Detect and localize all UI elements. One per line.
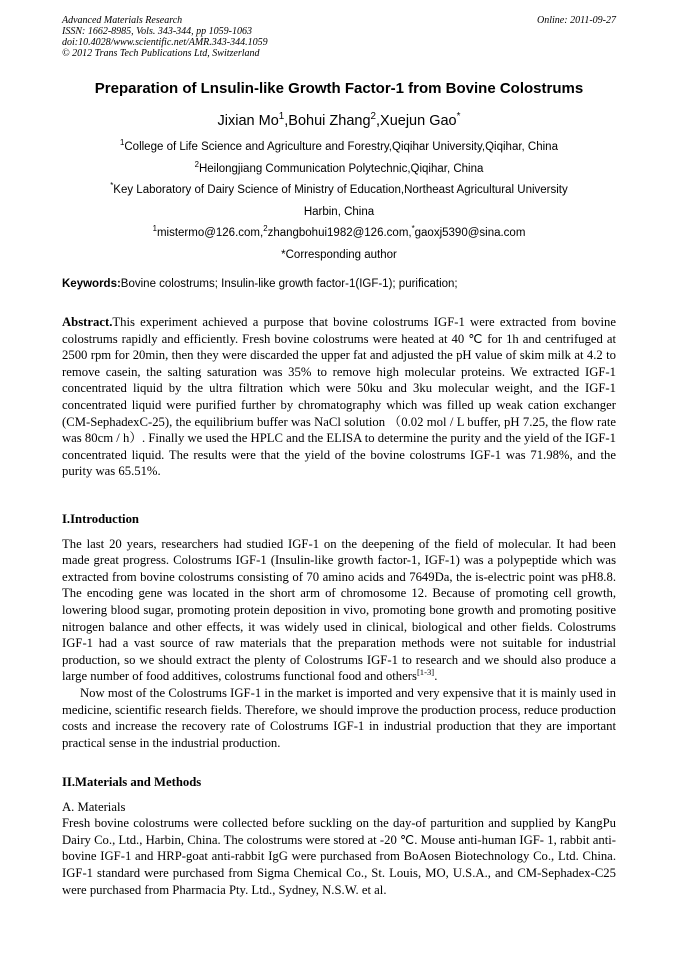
- abstract-label: Abstract.: [62, 315, 113, 329]
- subsection-heading: A. Materials: [62, 799, 126, 814]
- abstract: [62, 314, 616, 480]
- section-heading: II.Materials and Methods: [62, 775, 202, 789]
- author-affiliation-mark: *: [456, 111, 461, 123]
- keywords-text: Bovine colostrums; Insulin-like growth factor-1(IGF-1); purification;: [120, 278, 458, 290]
- affiliation-3-city: Harbin, China: [303, 205, 375, 218]
- affiliation-2: [62, 159, 616, 181]
- corresponding-author-note: *Corresponding author: [281, 248, 397, 261]
- methods-section: [62, 774, 616, 898]
- author-name: Bohui Zhang: [288, 113, 371, 129]
- keywords-label: Keywords:: [62, 278, 121, 290]
- journal-header: [62, 15, 616, 59]
- abstract-text: This experiment achieved a purpose that bovine colostrums IGF-1 were extracted from bovine colostrums rapidly and efficiently. Fresh bovine colostrums were heated at 40 ℃ for 1h and centrifuged at 2500 rpm for 20min, then they were discarded the upper fat and adjusted the pH value of skim milk at 4.2 to remove casein, the salting saturation was 35% to remove high molecular proteins. We extracted IGF-1 concentrated liquid by the ultra filtration which were 50ku and 3ku molecular weight, and the IGF-1 concentrated liquid were purified further by chromatography which was filled up weak cation exchanger (CM-SephadexC-25), the equilibrium buffer was NaCl solution （0.02 mol / L buffer, pH 7.25, the flow rate was 80cm / h）. Finally we used the HPLC and the ELISA to determine the purity and the yield of the IGF-1 concentrated liquid. The results were that the yield of the bovine colostrums IGF-1 was 71.98%, and the purity was 65.51%.: [62, 315, 616, 479]
- affiliation-3: [62, 180, 616, 202]
- issn-line: ISSN: 1662-8985, Vols. 343-344, pp 1059-1063: [62, 26, 252, 37]
- keywords: [62, 278, 616, 290]
- section-heading: I.Introduction: [62, 512, 139, 526]
- author-name: Jixian Mo: [217, 113, 279, 129]
- author-list: [62, 113, 616, 129]
- paragraph: [62, 536, 616, 685]
- affiliation-mark: 1: [120, 138, 125, 148]
- doi-line: doi:10.4028/www.scientific.net/AMR.343-344.1059: [62, 37, 268, 48]
- citation: [1-3]: [416, 667, 435, 678]
- author-affiliation-mark: 1: [278, 111, 285, 123]
- affiliation-text: College of Life Science and Agriculture and Forestry,Qiqihar University,Qiqihar, China: [124, 141, 558, 153]
- email-line: [62, 223, 616, 245]
- affiliations: [62, 137, 616, 266]
- paragraph-text: .: [434, 669, 438, 684]
- affiliation-text: Heilongjiang Communication Polytechnic,Qiqihar, China: [198, 162, 484, 175]
- online-date: Online: 2011-09-27: [537, 15, 616, 26]
- copyright-line: © 2012 Trans Tech Publications Ltd, Switzerland: [62, 48, 260, 59]
- email-address: gaoxj5390@sina.com: [414, 227, 526, 239]
- email-address: zhangbohui1982@126.com,: [267, 227, 412, 239]
- affiliation-mark: *: [110, 181, 114, 191]
- author-separator: ,: [376, 113, 381, 129]
- email-address: mistermo@126.com,: [156, 227, 264, 239]
- paper-title: Preparation of Lnsulin-like Growth Factor-1 from Bovine Colostrums: [94, 80, 584, 97]
- paragraph: Fresh bovine colostrums were collected before suckling on the day-of parturition and supplied by KangPu Dairy Co., Ltd., Harbin, China. The colostrums were stored at -20 ℃. Mouse anti-human IGF- 1, rabbit anti-bovine IGF-1 and HRP-goat anti-rabbit IgG were purchased from BoAosen Biotechnology Co., Ltd. China. IGF-1 standard were purchased from Sigma Chemical Co., St. Louis, MO, U.S.A., and CM-Sephadex-C25 were purchased from Pharmacia Pty. Ltd., Sydney, N.S.W. et al.: [62, 816, 616, 897]
- introduction-section: [62, 511, 616, 751]
- journal-name: Advanced Materials Research: [62, 15, 183, 26]
- email-mark: 1: [152, 224, 157, 234]
- author-affiliation-mark: 2: [370, 111, 376, 123]
- author-separator: ,: [284, 113, 289, 129]
- affiliation-1: [62, 137, 616, 159]
- email-mark: 2: [263, 224, 268, 234]
- email-mark: *: [411, 224, 415, 234]
- author-name: Xuejun Gao: [380, 113, 457, 129]
- paragraph: Now most of the Colostrums IGF-1 in the market is imported and very expensive that it is mainly used in medicine, scientific research fields. Therefore, we should improve the production process, reduce production costs and increase the recovery rate of Colostrums IGF-1 in industrial production that they are important practical sense in the industrial production.: [62, 685, 616, 750]
- affiliation-mark: 2: [194, 159, 199, 169]
- paragraph-text: The last 20 years, researchers had studied IGF-1 on the deepening of the field of molecular. It had been made great progress. Colostrums IGF-1 (Insulin-like growth factor-1, IGF-1) was a polypeptide which was extracted from bovine colostrums consisting of 70 amino acids and 7649Da, the is-electric point was pH8.8. The encoding gene was located in the short arm of chromosome 12. Because of promoting cell growth, lowering blood sugar, promoting protein deposition in vivo, promoting bone growth and promoting positive nitrogen balance and other effects, it was widely used in clinical, biological and other fields. Colostrums IGF-1 had a vast source of raw materials that the preparation methods were not suitable for industrial production, so we should extract the plenty of Colostrums IGF-1 to research and we should also produce a large number of food additives, colostrums functional food and others: [62, 536, 616, 684]
- affiliation-text: Key Laboratory of Dairy Science of Ministry of Education,Northeast Agricultural University: [113, 184, 568, 196]
